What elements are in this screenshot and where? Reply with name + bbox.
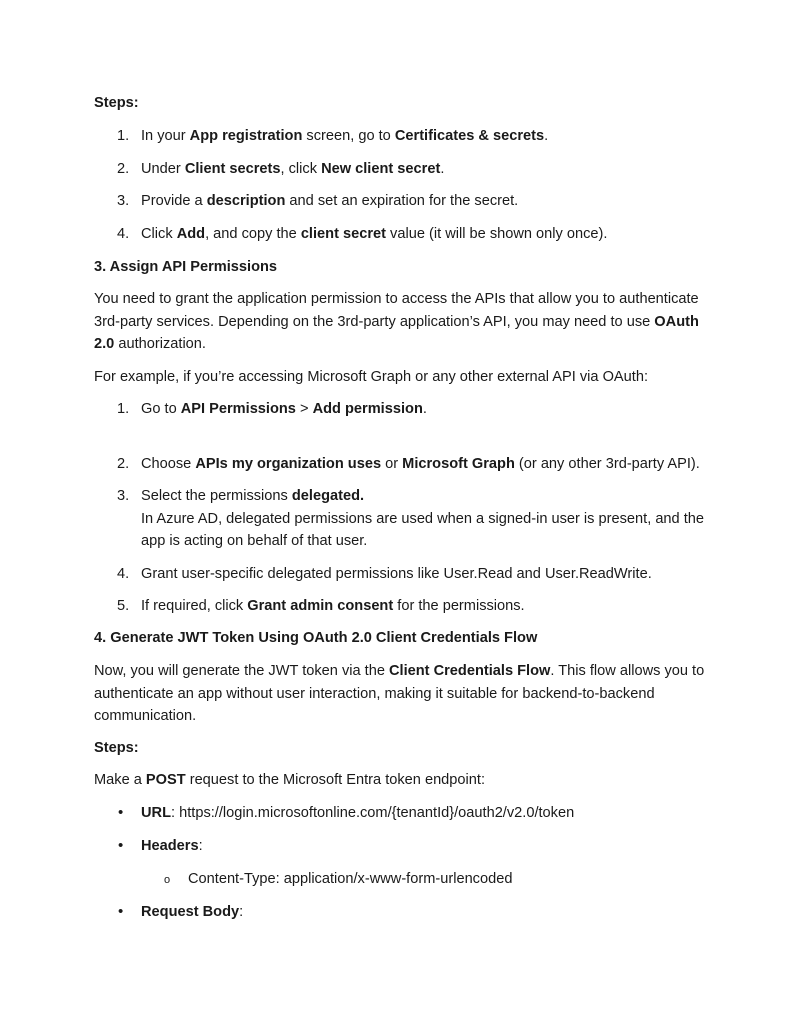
bold-text: Add permission [312,401,423,417]
steps-heading: Steps: [94,95,139,111]
list-item [141,485,721,553]
list-item [141,223,721,246]
list-item [141,125,721,148]
text-run: screen, go to [302,128,395,144]
list-item [141,453,721,476]
text-run: If required, click [141,598,248,614]
text-run: (or any other 3rd-party API). [514,456,700,472]
request-body-bullet: Request Body: [141,904,244,920]
bold-text: Add [176,226,206,242]
section-3-heading: 3. Assign API Permissions [94,259,278,275]
bold-text: Client secrets [184,161,281,177]
bold-text: App registration [189,128,303,144]
list-item [141,563,721,586]
section-4-heading: 4. Generate JWT Token Using OAuth 2.0 Client Credentials Flow [94,630,538,646]
text-run: for the permissions. [393,598,525,614]
list-item [141,398,721,421]
text-run: or [381,456,403,472]
text-run: Click [141,226,177,242]
text-run: , click [280,161,322,177]
circle-bullet-icon: o [164,874,171,886]
text-run: . [544,128,549,144]
bold-text: POST [145,772,186,788]
text-run: Provide a [141,193,207,209]
url-bullet: URL: https://login.microsoftonline.com/{tenantId}/oauth2/v2.0/token [141,805,575,821]
bullet-icon: • [118,903,124,920]
bullet-icon: • [118,804,124,821]
text-run: In your [141,128,190,144]
text-run: . [440,161,445,177]
list-number: 1. [117,128,130,144]
bold-text: delegated. [291,488,365,504]
bold-text: Grant admin consent [247,598,394,614]
section-4-paragraph [94,660,709,728]
steps-heading-2: Steps: [94,740,139,756]
text-run: Go to [141,401,181,417]
text-run: Choose [141,456,196,472]
list-item [141,595,721,618]
bold-text: Certificates & secrets [394,128,545,144]
text-run: . This flow allows you to authenticate an app without user interaction, making it suitable for backend-to-backend communication. [94,663,705,724]
bold-text: OAuth 2.0 [94,313,699,352]
list-number: 2. [117,456,130,472]
list-number: 5. [117,598,130,614]
text-run: You need to grant the application permission to access the APIs that allow you to authenticate 3rd-party services. Depending on the 3rd-party application’s API, you may need to use [94,291,699,330]
bold-text: Client Credentials Flow [389,663,551,679]
text-run: Grant user-specific delegated permissions like User.Read and User.ReadWrite. [141,566,652,582]
bold-text: API Permissions [180,401,296,417]
bold-text: APIs my organization uses [195,456,382,472]
example-paragraph: For example, if you’re accessing Microsoft Graph or any other external API via OAuth: [94,369,648,385]
list-number: 3. [117,488,130,504]
bold-text: client secret [300,226,386,242]
list-item-note: In Azure AD, delegated permissions are used when a signed-in user is present, and the app is acting on behalf of that user. [141,510,705,549]
text-run: , and copy the [205,226,301,242]
section-3-paragraph [94,288,709,356]
text-run: Under [141,161,185,177]
list-item [141,158,721,181]
list-number: 2. [117,161,130,177]
bold-text: description [206,193,286,209]
text-run: authorization. [114,336,206,352]
text-run: . [422,401,427,417]
list-number: 1. [117,401,130,417]
bold-text: New client secret [321,161,441,177]
text-run: and set an expiration for the secret. [285,193,519,209]
post-request-paragraph [94,769,709,792]
list-number: 4. [117,226,130,242]
bold-text: Microsoft Graph [402,456,515,472]
text-run: request to the Microsoft Entra token endpoint: [185,772,485,788]
text-run: Now, you will generate the JWT token via the [94,663,389,679]
text-run: > [295,401,313,417]
bullet-icon: • [118,837,124,854]
text-run: value (it will be shown only once). [386,226,608,242]
text-run: Select the permissions [141,488,292,504]
list-item [141,190,721,213]
list-number: 3. [117,193,130,209]
list-number: 4. [117,566,130,582]
headers-bullet: Headers: [141,838,203,854]
content-type-item: Content-Type: application/x-www-form-urlencoded [188,871,513,887]
text-run: Make a [94,772,146,788]
